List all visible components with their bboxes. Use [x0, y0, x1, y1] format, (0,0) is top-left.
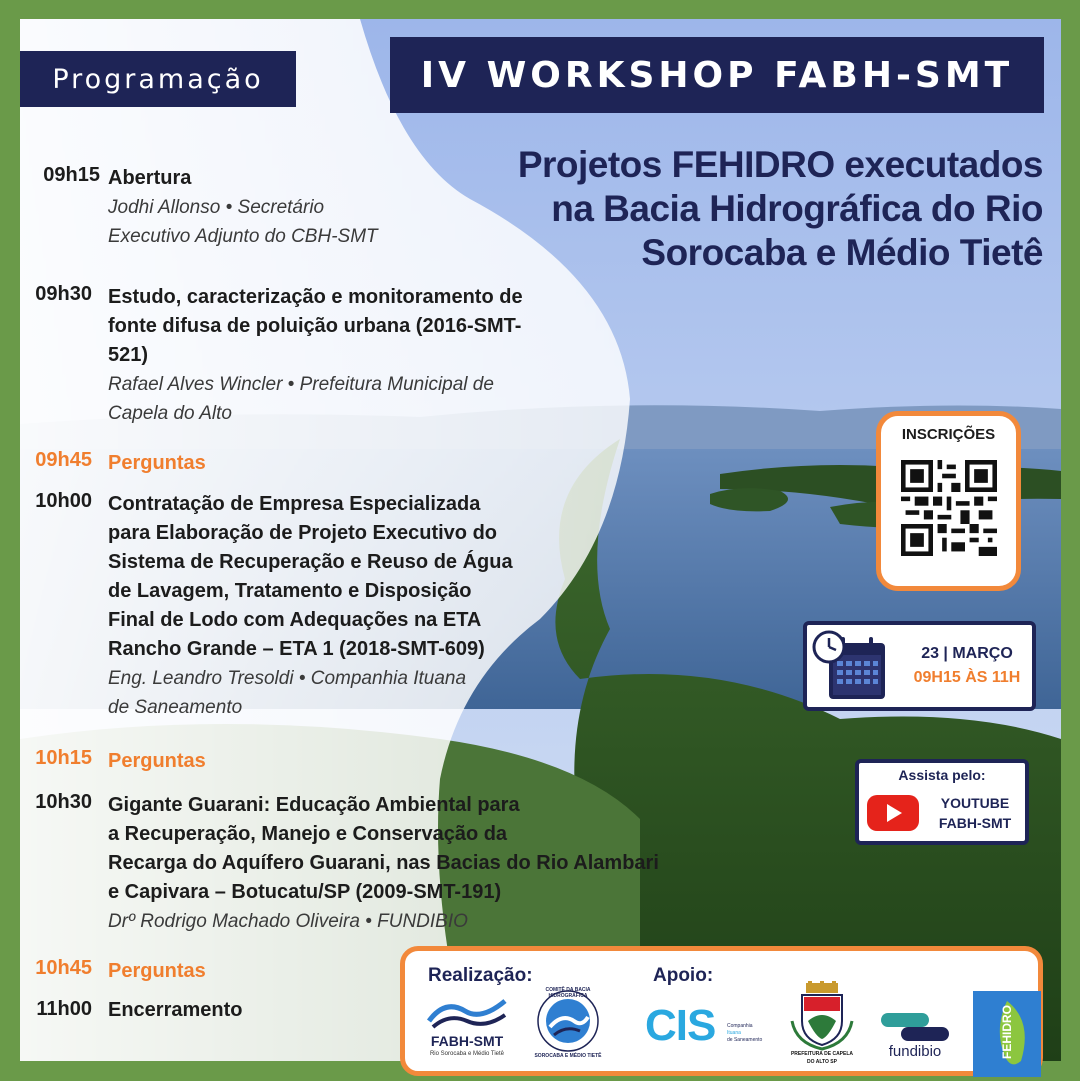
date-card — [803, 621, 1036, 711]
cbh-bottom-text: SOROCABA E MÉDIO TIETÊ — [534, 1053, 602, 1059]
fehidro-logo — [973, 991, 1041, 1077]
schedule-speaker: Drº Rodrigo Machado Oliveira • FUNDIBIO — [108, 911, 468, 932]
schedule-title: Final de Lodo com Adequações na ETA — [108, 609, 482, 631]
schedule-title: Abertura — [108, 167, 192, 189]
youtube-icon[interactable] — [865, 792, 921, 834]
poster — [20, 19, 1061, 1065]
realizacao-label: Realização: — [428, 965, 533, 986]
schedule-title: de Lavagem, Tratamento e Disposição — [108, 580, 472, 602]
fabh-wave-icon — [425, 993, 509, 1033]
schedule-title: Recarga do Aquífero Guarani, nas Bacias do Rio Alambari — [108, 852, 659, 874]
schedule-title: Estudo, caracterização e monitoramento de — [108, 286, 523, 308]
fehidro-name: FEHIDRO — [1000, 1005, 1014, 1059]
schedule-title: Perguntas — [108, 750, 206, 772]
schedule-title: fonte difusa de poluição urbana (2016-SMT- — [108, 315, 522, 337]
fabh-sub: Rio Sorocaba e Médio Tietê — [429, 1051, 505, 1057]
calendar-clock-icon — [813, 631, 889, 703]
schedule-title: e Capivara – Botucatu/SP (2009-SMT-191) — [108, 881, 502, 903]
fabh-smt-logo — [425, 993, 509, 1069]
schedule-title: para Elaboração de Projeto Executivo do — [108, 522, 498, 544]
schedule-title: Sistema de Recuperação e Reuso de Água — [108, 551, 513, 573]
schedule-time: 11h00 — [36, 998, 92, 1020]
cis-name: CIS — [645, 1001, 716, 1050]
workshop-title: IV WORKSHOP FABH-SMT — [390, 37, 1044, 113]
prefeitura-text: DO ALTO SP — [807, 1059, 837, 1065]
schedule-title: Contratação de Empresa Especializada — [108, 493, 481, 515]
schedule-time: 09h30 — [35, 283, 92, 305]
subtitle-line: Projetos FEHIDRO executados — [517, 144, 1043, 185]
schedule-title: Encerramento — [108, 999, 243, 1021]
schedule-speaker: Rafael Alves Wincler • Prefeitura Municipal de — [108, 374, 494, 395]
youtube-line: YOUTUBE — [940, 795, 1010, 811]
subtitle-line: na Bacia Hidrográfica do Rio — [551, 188, 1043, 229]
cbh-ring-text: COMITÊ DA BACIA HIDROGRÁFICA — [545, 987, 591, 999]
schedule-title: Gigante Guarani: Educação Ambiental para — [108, 794, 520, 816]
cis-sub: Companhia — [727, 1023, 753, 1029]
cis-logo — [645, 1001, 763, 1061]
schedule-speaker: Eng. Leandro Tresoldi • Companhia Ituana — [108, 668, 467, 689]
subtitle-line: Sorocaba e Médio Tietê — [641, 232, 1043, 273]
schedule-speaker: de Saneamento — [108, 697, 243, 718]
fabh-name: FABH-SMT — [430, 1033, 504, 1049]
schedule-time: 09h45 — [35, 449, 92, 471]
prefeitura-text: PREFEITURA DE CAPELA — [790, 1051, 854, 1057]
fundibio-logo — [875, 1009, 955, 1065]
youtube-card[interactable] — [855, 759, 1029, 845]
inscricoes-card[interactable] — [876, 411, 1021, 591]
qr-code-icon[interactable] — [901, 460, 997, 556]
sponsors-box — [400, 946, 1043, 1076]
schedule-title: Perguntas — [108, 452, 206, 474]
schedule-speaker: Executivo Adjunto do CBH-SMT — [108, 226, 378, 247]
youtube-line: FABH-SMT — [938, 815, 1012, 831]
schedule-time: 10h45 — [35, 957, 92, 979]
schedule-time: 09h15 — [43, 164, 100, 186]
coat-of-arms-icon — [788, 981, 856, 1051]
schedule-time: 10h30 — [35, 791, 92, 813]
schedule-speaker: Capela do Alto — [108, 403, 232, 424]
cis-sub: de Saneamento — [727, 1037, 763, 1043]
fundibio-mark-icon — [875, 1009, 955, 1045]
time-range-text: 09H15 ÀS 11H — [913, 669, 1021, 686]
youtube-watch-label: Assista pelo: — [898, 767, 986, 783]
programacao-tag: Programação — [20, 51, 296, 107]
date-text: 23 | MARÇO — [921, 645, 1013, 662]
schedule-title: Rancho Grande – ETA 1 (2018-SMT-609) — [108, 638, 485, 660]
inscricoes-label: INSCRIÇÕES — [901, 426, 996, 443]
prefeitura-capela-logo — [788, 981, 856, 1076]
fundibio-name: fundibio — [888, 1043, 942, 1060]
schedule-time: 10h15 — [35, 747, 92, 769]
schedule-title: Perguntas — [108, 960, 206, 982]
youtube-channel[interactable] — [925, 793, 1025, 833]
cis-sub: Ituana — [727, 1030, 741, 1036]
apoio-label: Apoio: — [653, 965, 714, 986]
schedule-title: a Recuperação, Manejo e Conservação da — [108, 823, 508, 845]
schedule-title: 521) — [108, 344, 149, 366]
schedule-speaker: Jodhi Allonso • Secretário — [108, 197, 325, 218]
schedule-time: 10h00 — [35, 490, 92, 512]
cbh-smt-logo — [528, 987, 608, 1067]
